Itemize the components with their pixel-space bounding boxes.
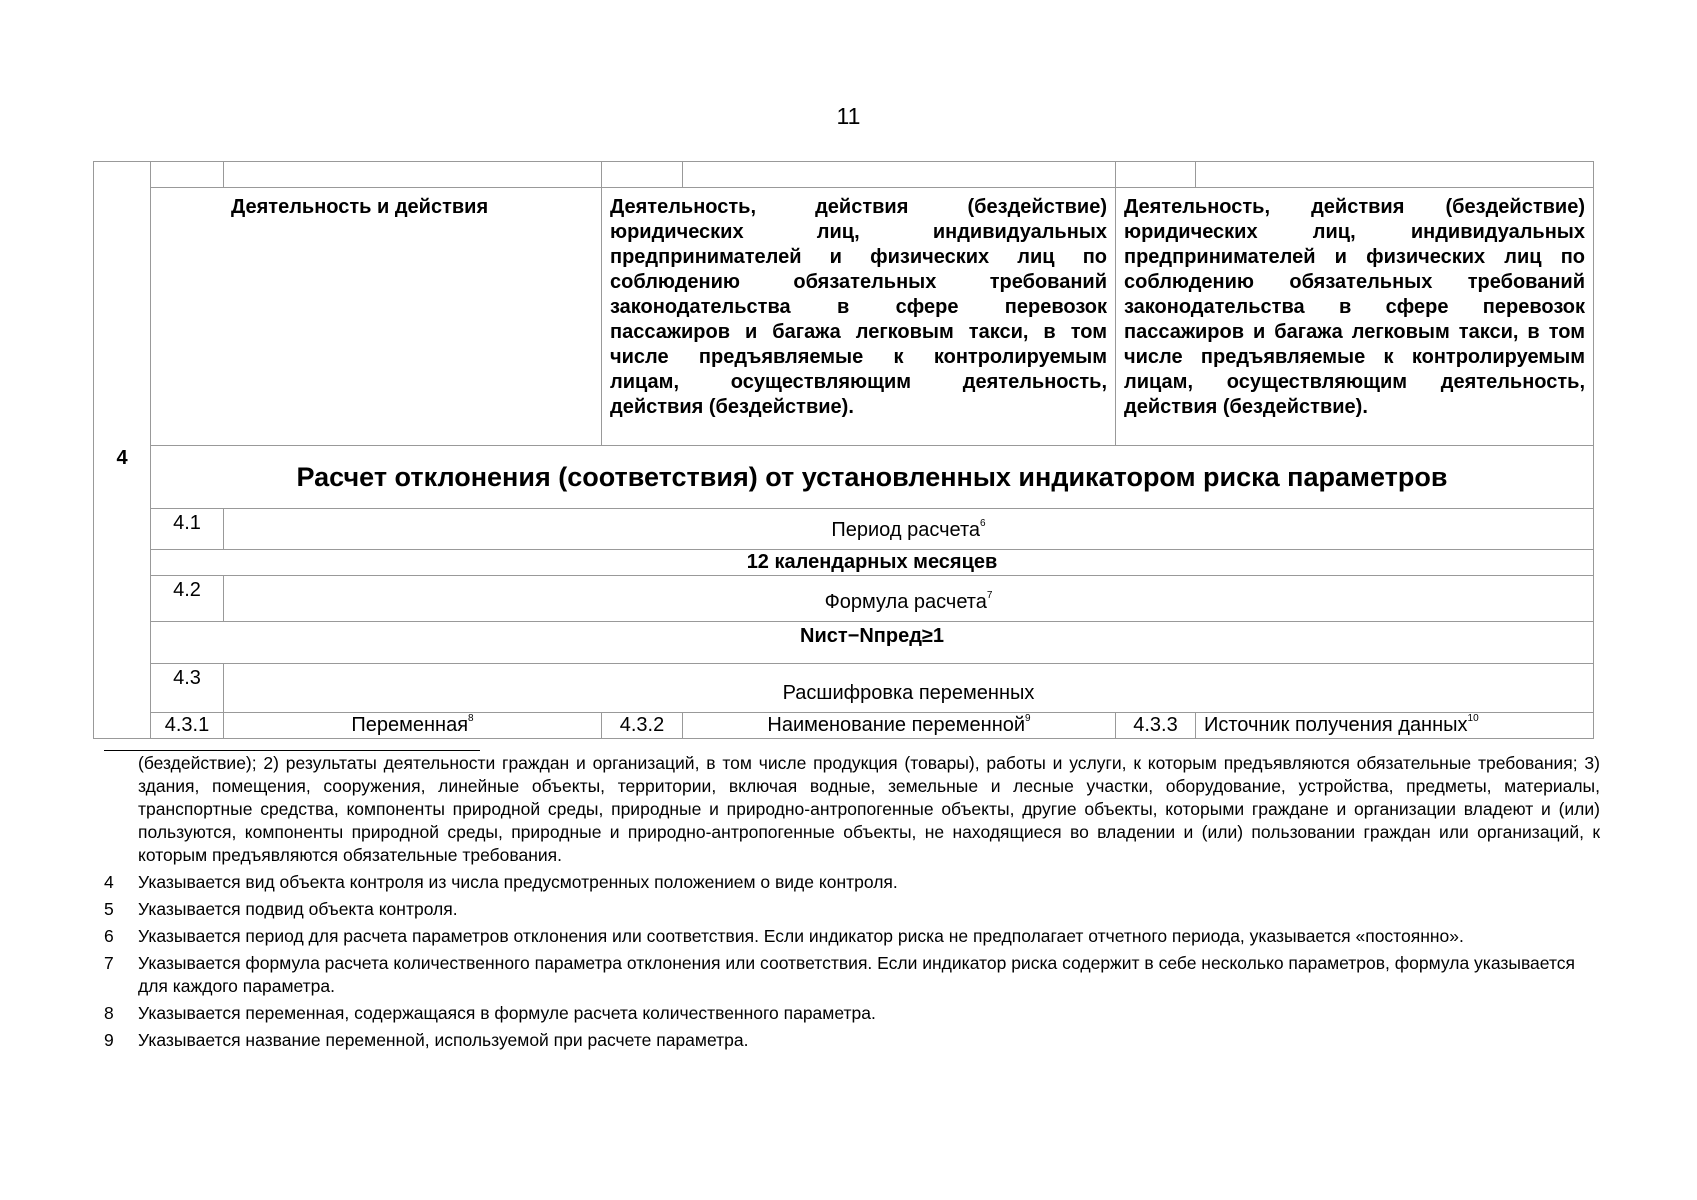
variables-title: Расшифровка переменных xyxy=(224,664,1594,713)
table-row xyxy=(94,576,1594,622)
footnote-number: 5 xyxy=(104,899,114,919)
section-number: 4 xyxy=(116,447,128,469)
footnote-ref: 10 xyxy=(1467,713,1479,725)
period-value: 12 календарных месяцев xyxy=(151,550,1594,576)
row-number: 4.2 xyxy=(151,576,224,622)
row-number: 4.3 xyxy=(151,664,224,713)
footnote-ref: 7 xyxy=(986,590,993,602)
row-number: 4.3.2 xyxy=(602,713,683,739)
period-title: Период расчета$^6$ xyxy=(224,509,1594,550)
table-spacer-row xyxy=(94,162,1594,188)
table-row xyxy=(94,509,1594,550)
footnote-ref: 8 xyxy=(468,713,474,725)
formula-title: Формула расчета$^7$ xyxy=(224,576,1594,622)
footnote-number: 7 xyxy=(104,953,114,973)
section-title: Расчет отклонения (соответствия) от установленных индикатором риска параметров xyxy=(151,446,1594,509)
row-number: 4.1 xyxy=(151,509,224,550)
activity-description-col3: Деятельность, действия (бездействие) юридических лиц, индивидуальных предпринимателей и физических лиц по соблюдению обязательных требований законодательства в сфере перевозок пассажиров и багажа легковым такси, в том числе предъявляемые к контролируемым лицам, осуществляющим деятельность, действия (бездействие). xyxy=(1116,188,1594,446)
footnote-text: Указывается переменная, содержащаяся в формуле расчета количественного параметра. xyxy=(138,1003,876,1023)
row-number: 4.3.1 xyxy=(151,713,224,739)
formula-value: Nист−Nпред≥1 xyxy=(151,622,1594,664)
footnote-item xyxy=(104,1002,1600,1025)
table-row xyxy=(94,713,1594,739)
activity-label: Деятельность и действия xyxy=(151,188,602,446)
footnote-item xyxy=(104,871,1600,894)
row-number: 4.3.3 xyxy=(1116,713,1196,739)
footnote-number: 4 xyxy=(104,872,114,892)
footnote-text: Указывается период для расчета параметров отклонения или соответствия. Если индикатор риска не предполагает отчетного периода, указывается «постоянно». xyxy=(138,926,1464,946)
table-row xyxy=(94,550,1594,576)
variable-name-header: Наименование переменной$^9$ xyxy=(683,713,1116,739)
footnote-ref: 6 xyxy=(980,518,986,530)
footnote-item xyxy=(104,925,1600,948)
footnote-item xyxy=(104,1029,1600,1052)
table-row xyxy=(94,622,1594,664)
table-row xyxy=(94,664,1594,713)
footnote-item xyxy=(104,952,1600,998)
footnote-continuation: (бездействие); 2) результаты деятельности граждан и организаций, в том числе продукция (товары), работы и услуги, к которым предъявляются обязательные требования; 3) здания, помещения, сооружения, линейные объекты, территории, включая водные, земельные и лесные участки, оборудование, устройства, предметы, материалы, транспортные средства, компоненты природной среды, природные и природно-антропогенные объекты, другие объекты, которыми граждане и организации владеют и (или) пользуются, компоненты природной среды, природные и природно-антропогенные объекты, не находящиеся во владении и (или) пользовании граждан или организаций, к которым предъявляются обязательные требования. xyxy=(138,753,1600,865)
footnote-item xyxy=(104,898,1600,921)
left-margin-cell xyxy=(94,162,151,739)
footnote-number: 9 xyxy=(104,1030,114,1050)
activity-description-col2: Деятельность, действия (бездействие) юридических лиц, индивидуальных предпринимателей и физических лиц по соблюдению обязательных требований законодательства в сфере перевозок пассажиров и багажа легковым такси, в том числе предъявляемые к контролируемым лицам, осуществляющим деятельность, действия (бездействие). xyxy=(602,188,1116,446)
table-row xyxy=(94,188,1594,446)
footnote-text: Указывается подвид объекта контроля. xyxy=(138,899,458,919)
footnote-text: Указывается название переменной, используемой при расчете параметра. xyxy=(138,1030,749,1050)
risk-indicator-table xyxy=(93,161,1594,739)
table-row xyxy=(94,446,1594,509)
footnote-ref: 9 xyxy=(1025,713,1031,725)
footnote-text: Указывается вид объекта контроля из числа предусмотренных положением о виде контроля. xyxy=(138,872,898,892)
footnote-separator xyxy=(104,750,480,751)
variable-header: Переменная$^8$ xyxy=(224,713,602,739)
footnote-number: 6 xyxy=(104,926,114,946)
footnotes xyxy=(104,752,1600,1052)
data-source-header: Источник получения данных$^{10}$ xyxy=(1196,713,1594,739)
footnote-text: Указывается формула расчета количественного параметра отклонения или соответствия. Если индикатор риска содержит в себе несколько параметров, формула указывается для каждого параметра. xyxy=(138,953,1575,996)
page-number: 11 xyxy=(836,103,861,129)
footnote-number: 8 xyxy=(104,1003,114,1023)
